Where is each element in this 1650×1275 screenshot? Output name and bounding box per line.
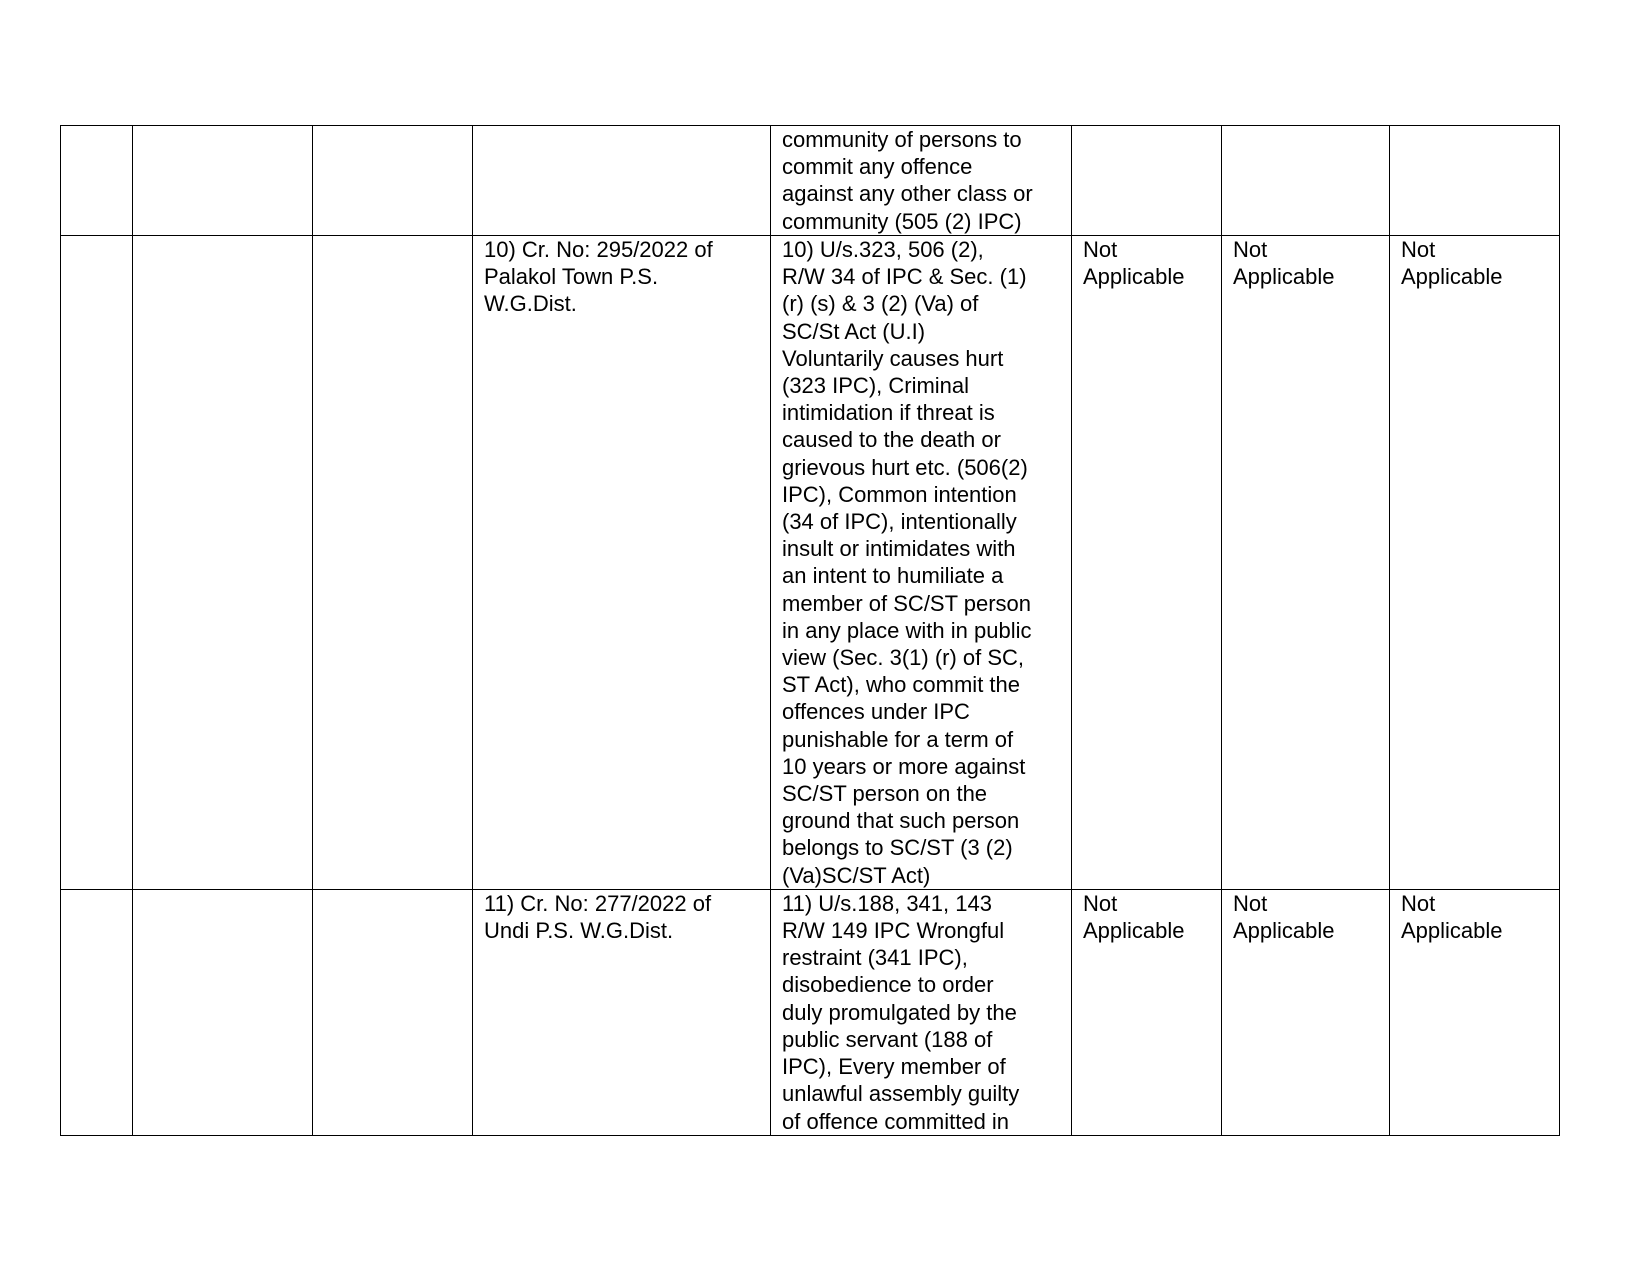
status-cell-1 [1072,126,1222,236]
case-number-cell-text [484,236,770,318]
text-line: punishable for a term of [782,726,1014,752]
details-cell [313,889,473,1135]
name-cell [133,889,313,1135]
text-line: 10) Cr. No: 295/2022 of [484,237,713,262]
case-number-cell [473,236,771,890]
status-cell-2-text [1233,890,1389,944]
name-cell [133,126,313,236]
table-row [61,236,1560,890]
text-line: R/W 34 of IPC & Sec. (1) [782,264,1027,290]
text-line: 11) Cr. No: 277/2022 of [484,890,712,916]
offence-sections-cell [771,236,1072,890]
text-line: unlawful assembly guilty [782,1081,1020,1107]
offence-sections-cell [771,126,1072,236]
offence-sections-cell [771,889,1072,1135]
offence-sections-cell-text [782,126,1071,235]
details-cell [313,236,473,890]
status-cell-3-text [1401,890,1559,944]
text-line: Applicable [1083,918,1185,944]
status-cell-1 [1072,236,1222,890]
text-line: against any other class or [782,181,1033,207]
text-line: W.G.Dist. [484,291,577,317]
text-line: (323 IPC), Criminal [782,373,970,399]
details-cell [313,126,473,236]
text-line: commit any offence [782,154,973,180]
text-line: (Va)SC/ST Act) [782,862,931,888]
text-line: SC/ST person on the [782,781,988,807]
text-line: Voluntarily causes hurt [782,345,1004,371]
offence-sections-cell-text [782,236,1071,889]
text-line: ground that such person [782,808,1020,834]
text-line: IPC), Common intention [782,481,1017,507]
status-cell-1-text [1083,236,1221,290]
status-cell-2 [1222,126,1390,236]
text-line: offences under IPC [782,699,970,725]
text-line: public servant (188 of [782,1026,993,1052]
text-line: Applicable [1401,264,1503,290]
table-body [61,126,1560,1136]
text-line: community of persons to [782,127,1022,152]
text-line: Applicable [1401,918,1503,944]
case-number-cell [473,889,771,1135]
case-number-cell [473,126,771,236]
status-cell-2 [1222,236,1390,890]
case-number-cell-text [484,890,770,944]
text-line: (34 of IPC), intentionally [782,509,1017,535]
status-cell-1 [1072,889,1222,1135]
text-line: Not [1233,237,1268,262]
text-line: belongs to SC/ST (3 (2) [782,835,1013,861]
text-line: SC/St Act (U.I) [782,318,926,344]
text-line: member of SC/ST person [782,590,1032,616]
text-line: Applicable [1083,264,1185,290]
text-line: caused to the death or [782,427,1001,453]
table-row [61,889,1560,1135]
serial-cell [61,889,133,1135]
text-line: Palakol Town P.S. [484,264,659,290]
text-line: view (Sec. 3(1) (r) of SC, [782,645,1025,671]
text-line: Applicable [1233,918,1335,944]
text-line: Undi P.S. W.G.Dist. [484,918,674,944]
text-line: (r) (s) & 3 (2) (Va) of [782,291,979,317]
text-line: Applicable [1233,264,1335,290]
status-cell-2-text [1233,236,1389,290]
text-line: Not [1083,237,1118,262]
serial-cell [61,236,133,890]
text-line: 11) U/s.188, 341, 143 [782,890,992,916]
text-line: intimidation if threat is [782,400,995,426]
text-line: Not [1401,237,1436,262]
text-line: 10) U/s.323, 506 (2), [782,237,984,262]
table-row [61,126,1560,236]
status-cell-3 [1390,236,1560,890]
text-line: Not [1401,890,1436,916]
text-line: Not [1233,890,1268,916]
status-cell-1-text [1083,890,1221,944]
text-line: community (505 (2) IPC) [782,208,1022,234]
text-line: ST Act), who commit the [782,672,1021,698]
text-line: in any place with in public [782,617,1032,643]
text-line: IPC), Every member of [782,1054,1006,1080]
serial-cell [61,126,133,236]
case-table [60,125,1560,1136]
status-cell-3 [1390,126,1560,236]
status-cell-3 [1390,889,1560,1135]
text-line: insult or intimidates with [782,536,1016,562]
text-line: grievous hurt etc. (506(2) [782,454,1028,480]
text-line: Not [1083,890,1118,916]
text-line: of offence committed in [782,1108,1010,1134]
text-line: R/W 149 IPC Wrongful [782,918,1005,944]
offence-sections-cell-text [782,890,1071,1135]
text-line: disobedience to order [782,972,994,998]
status-cell-3-text [1401,236,1559,290]
text-line: 10 years or more against [782,753,1026,779]
text-line: an intent to humiliate a [782,563,1004,589]
text-line: duly promulgated by the [782,999,1017,1025]
text-line: restraint (341 IPC), [782,945,968,971]
name-cell [133,236,313,890]
status-cell-2 [1222,889,1390,1135]
